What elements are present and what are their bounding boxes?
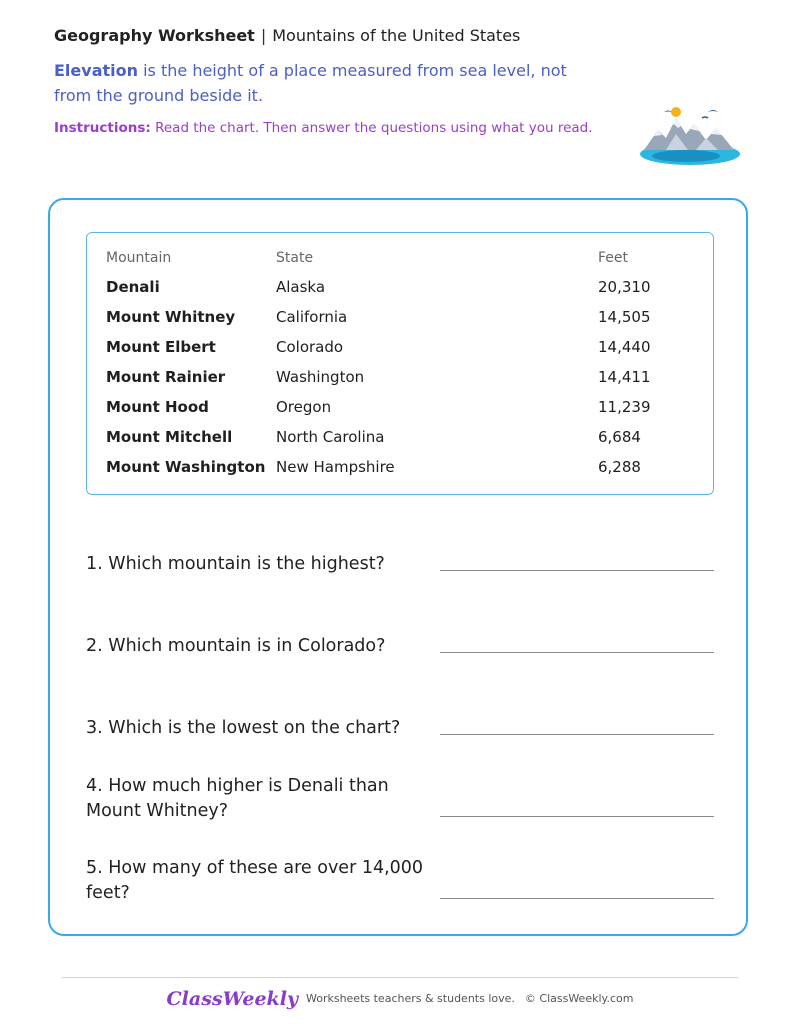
feet-cell: 14,411 [598, 368, 651, 386]
question-5: 5. How many of these are over 14,000 feet? [86, 858, 424, 903]
worksheet-subject: Geography Worksheet [54, 26, 255, 45]
feet-cell: 6,288 [598, 458, 641, 476]
question-4: 4. How much higher is Denali than Mount Whitney? [86, 776, 389, 821]
worksheet-topic: Mountains of the United States [272, 26, 521, 45]
state-cell: Alaska [276, 278, 326, 296]
table-header-cell: Feet [598, 250, 629, 266]
mountain-name-cell: Mount Mitchell [106, 428, 233, 446]
footer-tagline: Worksheets teachers & students love. [305, 992, 515, 1005]
feet-cell: 20,310 [598, 278, 651, 296]
mountain-elevation-table [86, 232, 714, 495]
state-cell: New Hampshire [276, 458, 395, 476]
answer-line-4[interactable] [440, 816, 714, 817]
answer-line-1[interactable] [440, 570, 714, 571]
elevation-definition [54, 58, 594, 108]
state-cell: North Carolina [276, 428, 385, 446]
table-header-cell: Mountain [106, 250, 172, 266]
question-3: 3. Which is the lowest on the chart? [86, 718, 401, 738]
question-1: 1. Which mountain is the highest? [86, 554, 385, 574]
feet-cell: 6,684 [598, 428, 641, 446]
mountain-name-cell: Denali [106, 278, 160, 296]
page-footer [0, 988, 800, 1010]
mountain-name-cell: Mount Whitney [106, 308, 236, 326]
header-separator: | [260, 26, 267, 45]
answer-line-3[interactable] [440, 734, 714, 735]
mountain-lake-illustration-icon [636, 104, 742, 170]
mountain-name-cell: Mount Elbert [106, 338, 216, 356]
table-header-cell: State [276, 250, 314, 266]
footer-copyright: © ClassWeekly.com [524, 992, 634, 1005]
definition-text: is the height of a place measured from sea level, not from the ground beside it. [54, 61, 567, 105]
mountain-name-cell: Mount Hood [106, 398, 209, 416]
answer-line-2[interactable] [440, 652, 714, 653]
brand-logo: ClassWeekly [166, 988, 298, 1010]
feet-cell: 14,440 [598, 338, 651, 356]
feet-cell: 14,505 [598, 308, 651, 326]
mountain-name-cell: Mount Washington [106, 458, 266, 476]
instructions [54, 120, 593, 136]
mountain-name-cell: Mount Rainier [106, 368, 226, 386]
footer-divider [62, 977, 738, 978]
question-2: 2. Which mountain is in Colorado? [86, 636, 386, 656]
instructions-text: Read the chart. Then answer the questions using what you read. [150, 120, 593, 136]
instructions-label: Instructions: [54, 120, 151, 136]
definition-term: Elevation [54, 61, 139, 80]
worksheet-header [54, 26, 520, 45]
state-cell: Colorado [276, 338, 344, 356]
state-cell: Oregon [276, 398, 332, 416]
state-cell: Washington [276, 368, 365, 386]
state-cell: California [276, 308, 348, 326]
feet-cell: 11,239 [598, 398, 651, 416]
answer-line-5[interactable] [440, 898, 714, 899]
